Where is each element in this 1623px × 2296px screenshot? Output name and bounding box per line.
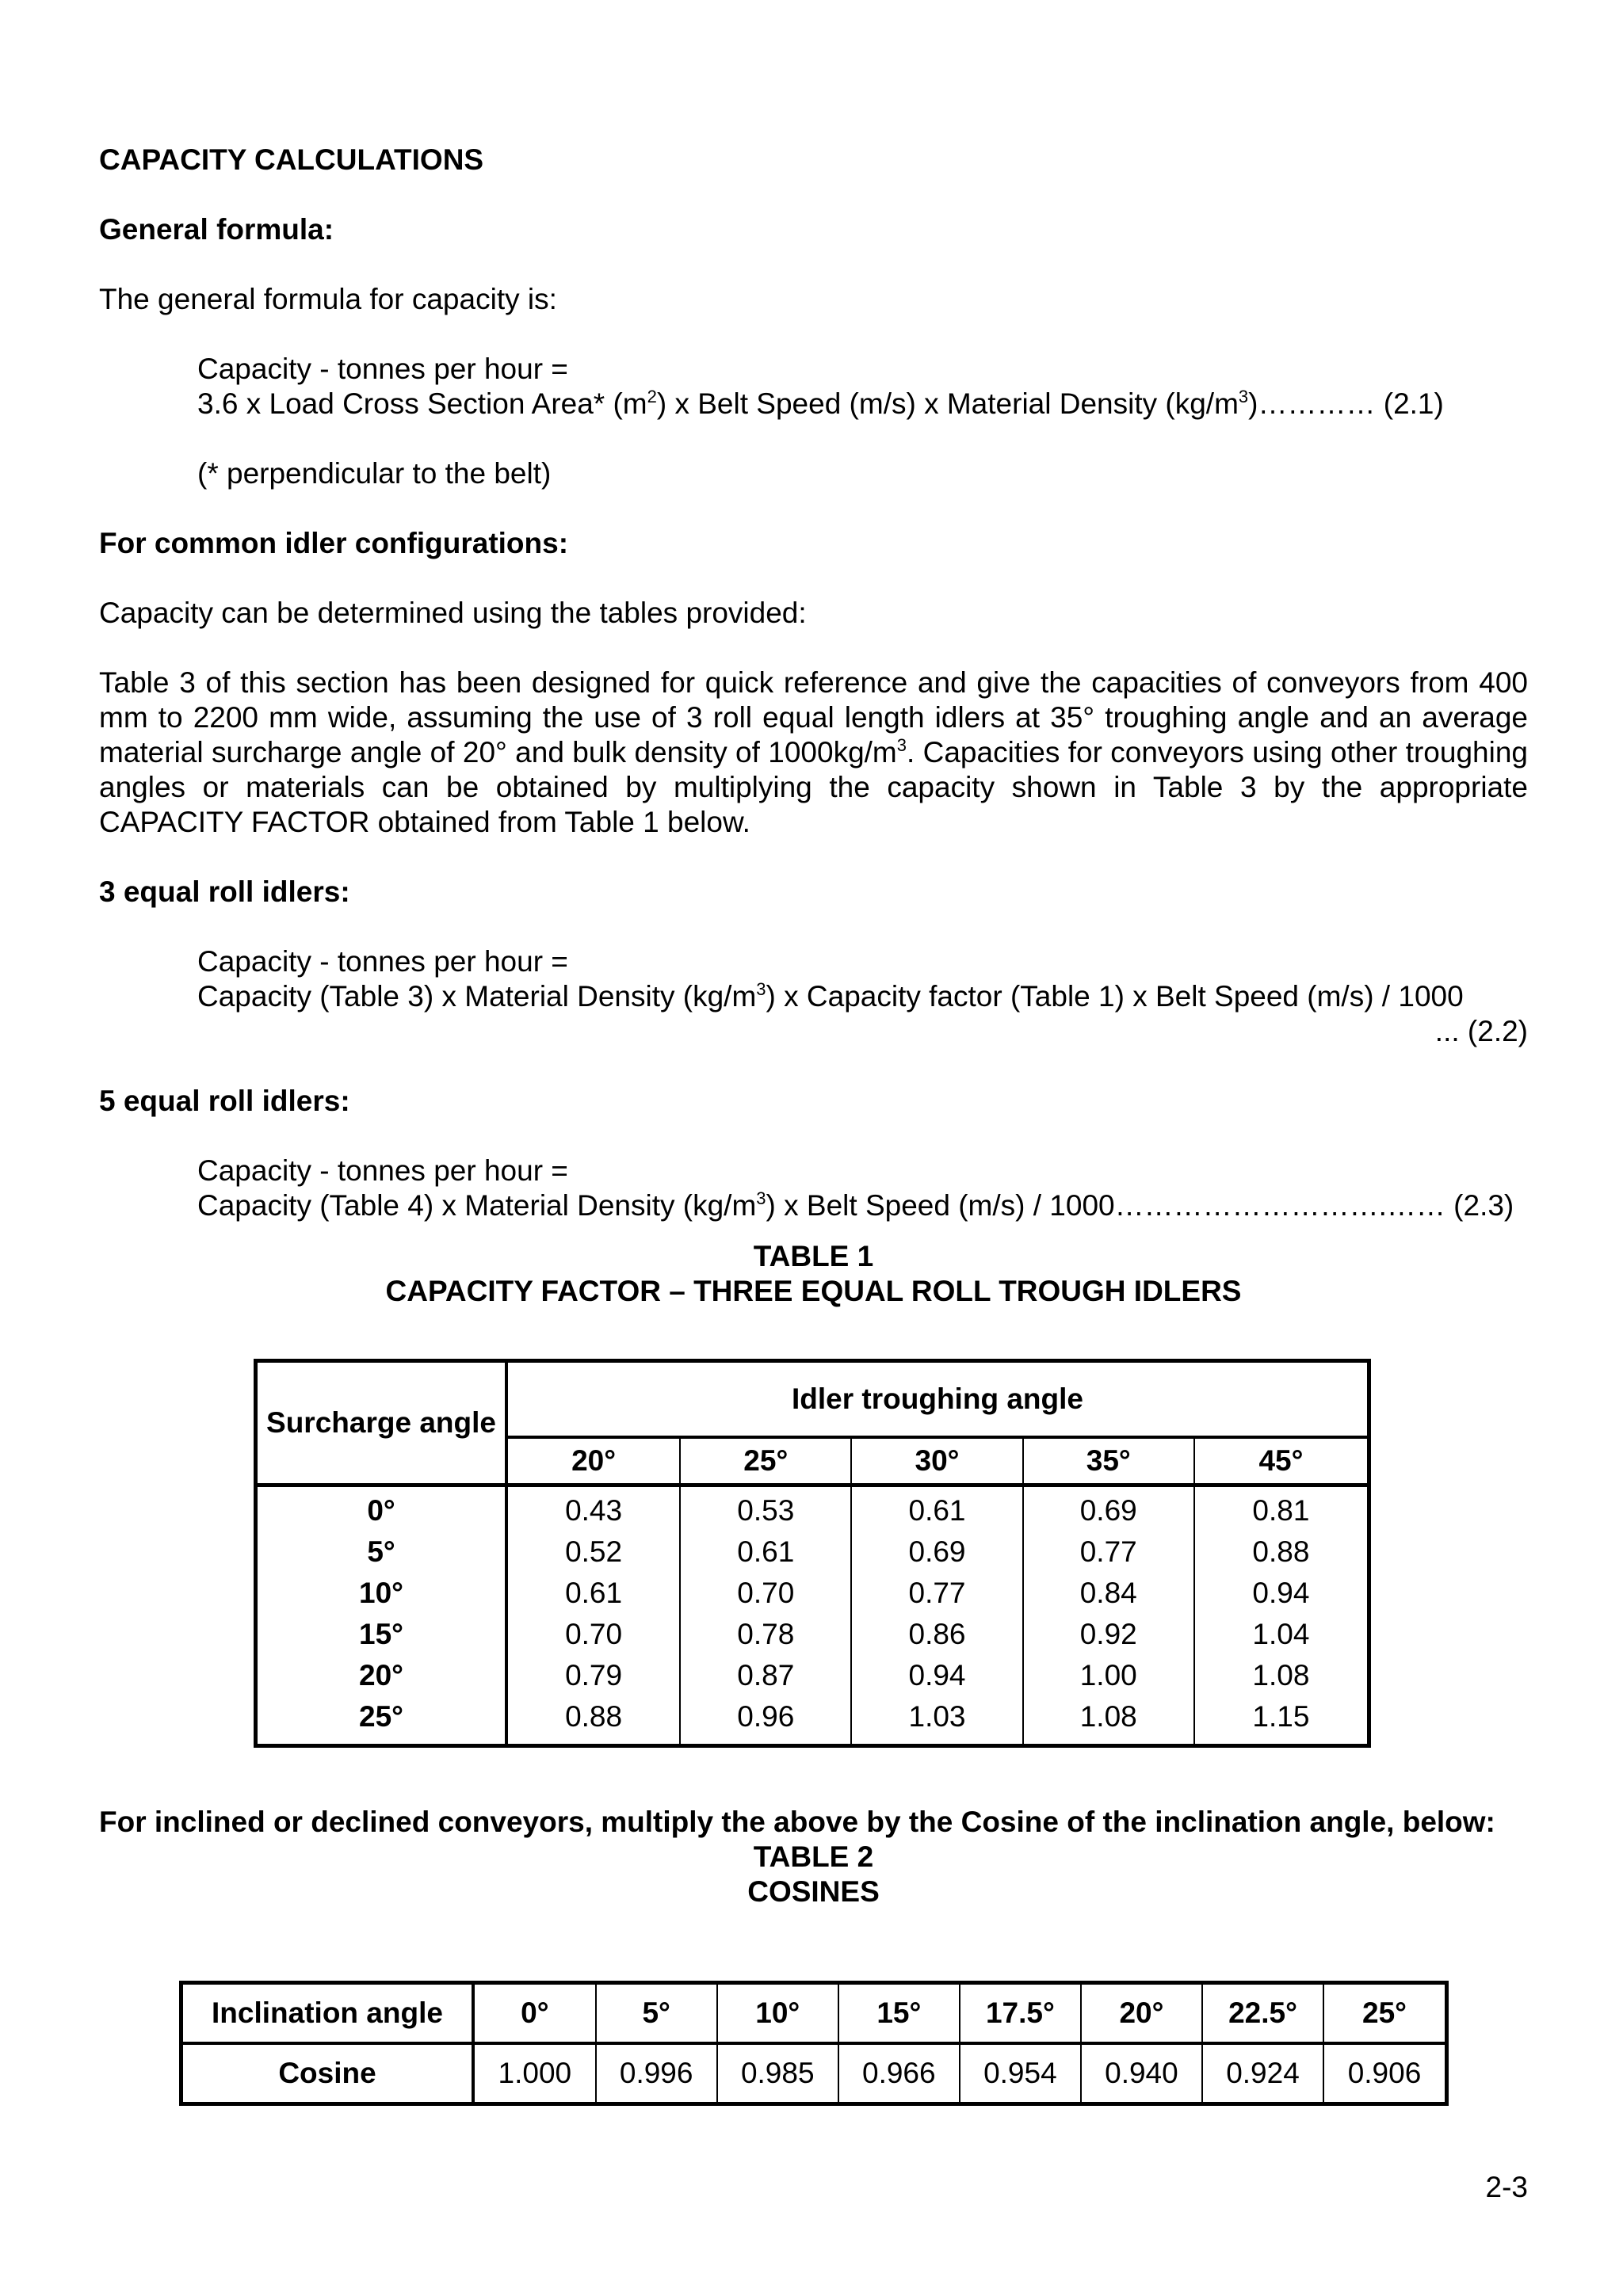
table-cell: 0.70 <box>680 1573 851 1614</box>
column-header: 20° <box>506 1437 680 1486</box>
capacity-factor-table <box>254 1359 1371 1748</box>
table1-subtitle: CAPACITY FACTOR – THREE EQUAL ROLL TROUGH IDLERS <box>385 1275 1242 1307</box>
angle-cell: 22.5° <box>1202 1983 1323 2044</box>
cosine-cell: 0.954 <box>960 2043 1081 2104</box>
table-cell: 0.77 <box>1023 1531 1194 1573</box>
table-cell: 0.43 <box>506 1485 680 1531</box>
formula-2-2-line2: Capacity (Table 3) x Material Density $(kg/m^3)$ x Capacity factor (Table 1) x Belt Speed (m/s) / 1000 <box>197 979 1464 1013</box>
five-roll-heading: 5 equal roll idlers: <box>99 1085 350 1117</box>
table-cell: 0.69 <box>851 1531 1022 1573</box>
cosine-label: Cosine <box>181 2043 474 2104</box>
table-cell: 0.88 <box>506 1696 680 1746</box>
table-row <box>256 1573 1369 1614</box>
table-cell: 0.96 <box>680 1696 851 1746</box>
table-cell: 0.92 <box>1023 1614 1194 1655</box>
angle-cell: 20° <box>1081 1983 1202 2044</box>
cosine-cell: 0.966 <box>838 2043 960 2104</box>
table-row <box>256 1531 1369 1573</box>
table-cell: 0.52 <box>506 1531 680 1573</box>
general-formula-intro: The general formula for capacity is: <box>99 283 557 315</box>
table-cell: 0.61 <box>506 1573 680 1614</box>
column-header: 45° <box>1194 1437 1369 1486</box>
table-cell: 0.77 <box>851 1573 1022 1614</box>
table-row <box>256 1485 1369 1531</box>
angle-cell: 25° <box>1323 1983 1446 2044</box>
column-header: 35° <box>1023 1437 1194 1486</box>
page-title: CAPACITY CALCULATIONS <box>99 143 484 176</box>
three-roll-heading: 3 equal roll idlers: <box>99 875 350 908</box>
table-cell: 0.70 <box>506 1614 680 1655</box>
table1-title: TABLE 1 <box>753 1240 874 1272</box>
table-row <box>181 1983 1447 2044</box>
table-cell: 1.03 <box>851 1696 1022 1746</box>
table-row <box>181 2043 1447 2104</box>
table-cell: 0.61 <box>851 1485 1022 1531</box>
cosine-cell: 0.924 <box>1202 2043 1323 2104</box>
table-cell: 0.86 <box>851 1614 1022 1655</box>
document-body <box>99 143 1528 1309</box>
general-formula-heading: General formula: <box>99 213 334 246</box>
row-label: 15° <box>256 1614 507 1655</box>
table-cell: 1.08 <box>1023 1696 1194 1746</box>
row-label: 10° <box>256 1573 507 1614</box>
row-label: 5° <box>256 1531 507 1573</box>
angle-cell: 5° <box>596 1983 717 2044</box>
formula-2-1-line1: Capacity - tonnes per hour = <box>197 353 568 385</box>
angle-cell: 17.5° <box>960 1983 1081 2044</box>
table-cell: 0.79 <box>506 1655 680 1696</box>
formula-2-2-ref: ... (2.2) <box>1434 1015 1528 1047</box>
formula-2-3-line1: Capacity - tonnes per hour = <box>197 1154 568 1187</box>
cosine-cell: 1.000 <box>473 2043 596 2104</box>
table-cell: 0.88 <box>1252 1535 1310 1568</box>
incline-note: For inclined or declined conveyors, multiply the above by the Cosine of the inclination angle, below: <box>99 1806 1495 1838</box>
formula-2-2-line1: Capacity - tonnes per hour = <box>197 945 568 978</box>
table-cell: 0.53 <box>680 1485 851 1531</box>
cosine-cell: 0.906 <box>1323 2043 1446 2104</box>
table-row <box>256 1696 1369 1746</box>
angle-cell: 10° <box>717 1983 838 2044</box>
cosine-cell: 0.996 <box>596 2043 717 2104</box>
angle-cell: 0° <box>473 1983 596 2044</box>
table3-description: Table 3 of this section has been designed for quick reference and give the capacities of conveyors from 400 mm to 2200 mm wide, assuming the use of 3 roll equal length idlers at 35° troughing angle and an average material surcharge angle of 20° and bulk density of $1000kg/m^3$. Capacities for conveyors using other troughing angles or materials can be obtained by multiplying the capacity shown in Table 3 by the appropriate CAPACITY FACTOR obtained from Table 1 below. <box>99 666 1528 838</box>
column-header: 25° <box>680 1437 851 1486</box>
table-cell: 0.84 <box>1023 1573 1194 1614</box>
cosine-cell: 0.985 <box>717 2043 838 2104</box>
angle-cell: 15° <box>838 1983 960 2044</box>
table-cell: 0.61 <box>680 1531 851 1573</box>
column-header: 30° <box>851 1437 1022 1486</box>
common-idler-intro: Capacity can be determined using the tables provided: <box>99 597 807 629</box>
formula-note: (* perpendicular to the belt) <box>197 457 552 490</box>
incline-section <box>99 1805 1528 1909</box>
common-idler-heading: For common idler configurations: <box>99 527 569 559</box>
surcharge-angle-header: Surcharge angle <box>256 1361 507 1486</box>
table-cell: 0.81 <box>1252 1493 1310 1527</box>
formula-2-1-line2: 3.6 x Load Cross Section Area* $(m^2)$ x Belt Speed (m/s) x Material Density $(kg/m^3)\dots\dots\dots\dots$ (2.1) <box>197 387 1444 420</box>
table-cell: 0.78 <box>680 1614 851 1655</box>
table-cell: 1.04 <box>1252 1617 1310 1650</box>
table-cell: 0.94 <box>1252 1576 1310 1609</box>
table2-title: TABLE 2 <box>753 1840 874 1873</box>
table-row <box>256 1655 1369 1696</box>
row-label: 0° <box>256 1485 507 1531</box>
inclination-angle-label: Inclination angle <box>181 1983 474 2044</box>
table-cell: 1.08 <box>1252 1658 1310 1691</box>
table-cell: 1.15 <box>1252 1699 1310 1733</box>
table2-subtitle: COSINES <box>747 1875 880 1908</box>
table-cell: 1.00 <box>1023 1655 1194 1696</box>
cosines-table <box>179 1981 1449 2106</box>
idler-troughing-angle-header: Idler troughing angle <box>506 1361 1369 1437</box>
table-cell: 0.87 <box>680 1655 851 1696</box>
table-cell: 0.69 <box>1023 1485 1194 1531</box>
table-cell: 0.94 <box>851 1655 1022 1696</box>
page-number: 2-3 <box>1485 2171 1528 2203</box>
row-label: 25° <box>256 1696 507 1746</box>
table-row <box>256 1614 1369 1655</box>
formula-2-3-line2: Capacity (Table 4) x Material Density $(kg/m^3)$ x Belt Speed (m/s) / 1000……………………….…… (2.3) <box>197 1188 1514 1222</box>
row-label: 20° <box>256 1655 507 1696</box>
cosine-cell: 0.940 <box>1081 2043 1202 2104</box>
